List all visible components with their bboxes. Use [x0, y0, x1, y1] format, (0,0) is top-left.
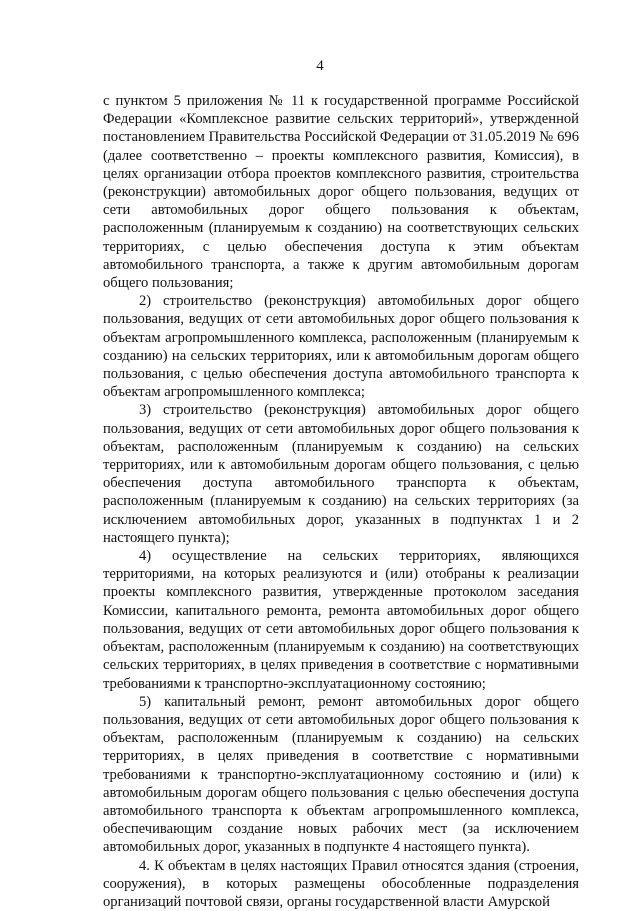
paragraph-item-3: 3) строительство (реконструкция) автомобильных дорог общего пользования, ведущих от сети автомобильных дорог общего пользования к объектам, расположенным (планируемым к созданию) на сельских территориях, или к автомобильным дорогам общего пользования, с целью обеспечения доступа автомобильного транспорта к объектам, расположенным (планируемым к созданию) на сельских территориях (за исключением автомобильных дорог, указанных в подпунктах 1 и 2 настоящего пункта); — [103, 402, 579, 546]
paragraph-item-2: 2) строительство (реконструкция) автомобильных дорог общего пользования, ведущих от сети автомобильных дорог общего пользования к объектам агропромышленного комплекса, расположенным (планируемым к созданию) на сельских территориях, или к автомобильным дорогам общего пользования, с целью обеспечения доступа автомобильного транспорта к объектам агропромышленного комплекса; — [103, 293, 579, 401]
paragraph-continuation: с пунктом 5 приложения № 11 к государственной программе Российской Федерации «Комплексное развитие сельских территорий», утвержденной постановлением Правительства Российской Федерации от 31.05.2019 № 696 (далее соответственно – проекты комплексного развития, Комиссия), в целях организации отбора проектов комплексного развития, строительства (реконструкции) автомобильных дорог общего пользования, ведущих от сети автомобильных дорог общего пользования к объектам, расположенным (планируемым к созданию) на соответствующих сельских территориях, с целью обеспечения доступа к этим объектам автомобильного транспорта, а также к другим автомобильным дорогам общего пользования; — [103, 93, 579, 292]
page-number: 4 — [316, 58, 324, 74]
document-body — [103, 92, 579, 911]
paragraph-item-5: 5) капитальный ремонт, ремонт автомобильных дорог общего пользования, ведущих от сети автомобильных дорог общего пользования к объектам, расположенным (планируемым к созданию) на сельских территориях, в целях приведения в соответствие с нормативными требованиями к транспортно-эксплуатационному состоянию и (или) к автомобильным дорогам общего пользования с целью обеспечения доступа автомобильного транспорта к объектам агропромышленного комплекса, обеспечивающим создание новых рабочих мест (за исключением автомобильных дорог, указанных в подпункте 4 настоящего пункта). — [103, 693, 579, 856]
paragraph-item-4: 4) осуществление на сельских территориях, являющихся территориями, на которых реализуются и (или) отобраны к реализации проекты комплексного развития, утвержденные протоколом заседания Комиссии, капитального ремонта, ремонта автомобильных дорог общего пользования, ведущих от сети автомобильных дорог общего пользования к объектам, расположенным (планируемым к созданию) на соответствующих сельских территориях, в целях приведения в соответствие с нормативными требованиями к транспортно-эксплуатационному состоянию; — [103, 548, 579, 692]
paragraph-section-4: 4. К объектам в целях настоящих Правил относятся здания (строения, сооружения), в которых размещены обособленные подразделения организаций почтовой связи, органы государственной власти Амурской — [103, 857, 579, 910]
